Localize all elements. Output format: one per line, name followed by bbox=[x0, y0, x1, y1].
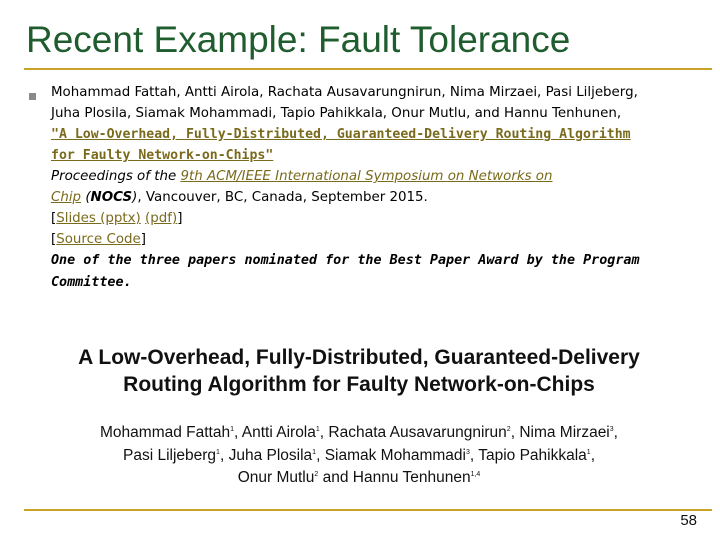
location-date: , Vancouver, BC, Canada, September 2015. bbox=[137, 190, 428, 205]
authors-line-1: Mohammad Fattah, Antti Airola, Rachata Ausavarungnirun, Nima Mirzaei, Pasi Liljeberg, bbox=[51, 85, 638, 100]
excerpt-author-separator: , bbox=[316, 446, 325, 464]
excerpt-author-separator: , bbox=[219, 446, 229, 464]
excerpt-author-affiliation: 2 bbox=[314, 471, 319, 479]
excerpt-author-line bbox=[24, 443, 694, 466]
paper-title-link-line-1[interactable]: "A Low-Overhead, Fully-Distributed, Guaranteed-Delivery Routing Algorithm bbox=[51, 127, 631, 142]
slide-title: Recent Example: Fault Tolerance bbox=[26, 19, 571, 60]
excerpt-author-affiliation: 1 bbox=[230, 426, 235, 433]
excerpt-author-separator: , bbox=[590, 446, 596, 464]
excerpt-author-name: Rachata Ausavarungnirun bbox=[328, 424, 507, 442]
authors-line-2: Juha Plosila, Siamak Mohammadi, Tapio Pahikkala, Onur Mutlu, and Hannu Tenhunen, bbox=[51, 106, 622, 121]
excerpt-author-separator: , bbox=[234, 424, 242, 442]
excerpt-author-affiliation: 1 bbox=[586, 448, 591, 456]
slides-pptx-link[interactable]: Slides (pptx) bbox=[56, 211, 141, 226]
proceedings-line-1 bbox=[51, 166, 715, 187]
excerpt-author-affiliation: 3 bbox=[465, 448, 470, 456]
square-bullet-icon bbox=[29, 93, 36, 100]
excerpt-author-separator: , bbox=[469, 446, 479, 464]
venue-abbrev-open: ( bbox=[81, 190, 91, 205]
excerpt-author-name: Nima Mirzaei bbox=[519, 424, 610, 442]
excerpt-author-affiliation: 3 bbox=[609, 426, 614, 433]
excerpt-author-separator: and bbox=[318, 469, 353, 487]
title-divider bbox=[24, 68, 712, 70]
paper-title-link-line-2[interactable]: for Faulty Network-on-Chips" bbox=[51, 148, 274, 163]
code-bracket-open: [ bbox=[51, 232, 57, 247]
excerpt-author-affiliation: 1,4 bbox=[470, 471, 481, 479]
excerpt-author-affiliation: 1 bbox=[312, 448, 317, 456]
excerpt-authors bbox=[24, 420, 694, 488]
proceedings-line-2 bbox=[51, 187, 715, 208]
excerpt-author-separator: , bbox=[510, 424, 520, 442]
excerpt-author-name: Antti Airola bbox=[241, 424, 316, 442]
excerpt-title-line-2: Routing Algorithm for Faulty Network-on-Chips bbox=[123, 373, 595, 396]
excerpt-author-affiliation: 2 bbox=[506, 426, 511, 433]
excerpt-author-name: Siamak Mohammadi bbox=[324, 446, 466, 464]
excerpt-author-name: Hannu Tenhunen bbox=[352, 469, 471, 487]
slides-bracket-close: ] bbox=[177, 211, 183, 226]
excerpt-author-line bbox=[24, 465, 694, 488]
venue-abbrev: NOCS bbox=[90, 190, 133, 205]
reference-block bbox=[51, 82, 715, 294]
slides-line bbox=[51, 208, 715, 229]
footer-divider bbox=[24, 509, 712, 511]
excerpt-title-line-1: A Low-Overhead, Fully-Distributed, Guaranteed-Delivery bbox=[78, 346, 640, 369]
excerpt-author-name: Mohammad Fattah bbox=[100, 424, 231, 442]
award-note-line-2: Committee. bbox=[51, 275, 132, 290]
award-note-line-1: One of the three papers nominated for the Best Paper Award by the Program bbox=[51, 253, 640, 268]
page-number: 58 bbox=[680, 512, 697, 529]
excerpt-author-line bbox=[24, 420, 694, 443]
excerpt-author-affiliation: 1 bbox=[315, 426, 320, 433]
code-bracket-close: ] bbox=[140, 232, 146, 247]
proceedings-prefix: Proceedings of the bbox=[51, 169, 181, 184]
excerpt-author-name: Tapio Pahikkala bbox=[478, 446, 587, 464]
venue-abbrev-close: ) bbox=[132, 190, 138, 205]
excerpt-author-name: Onur Mutlu bbox=[237, 469, 315, 487]
excerpt-author-separator: , bbox=[613, 424, 618, 442]
venue-link[interactable]: 9th ACM/IEEE International Symposium on Networks on bbox=[180, 169, 553, 184]
excerpt-author-affiliation: 1 bbox=[216, 448, 220, 456]
slides-pdf-link[interactable]: (pdf) bbox=[145, 211, 178, 226]
venue-link-continued[interactable]: Chip bbox=[51, 190, 82, 205]
source-code-link[interactable]: Source Code bbox=[56, 232, 141, 247]
excerpt-author-name: Juha Plosila bbox=[228, 446, 313, 464]
excerpt-author-name: Pasi Liljeberg bbox=[122, 446, 217, 464]
paper-header-excerpt bbox=[24, 344, 694, 492]
slides-bracket-open: [ bbox=[51, 211, 57, 226]
source-code-line bbox=[51, 229, 715, 250]
excerpt-author-separator: , bbox=[319, 424, 329, 442]
